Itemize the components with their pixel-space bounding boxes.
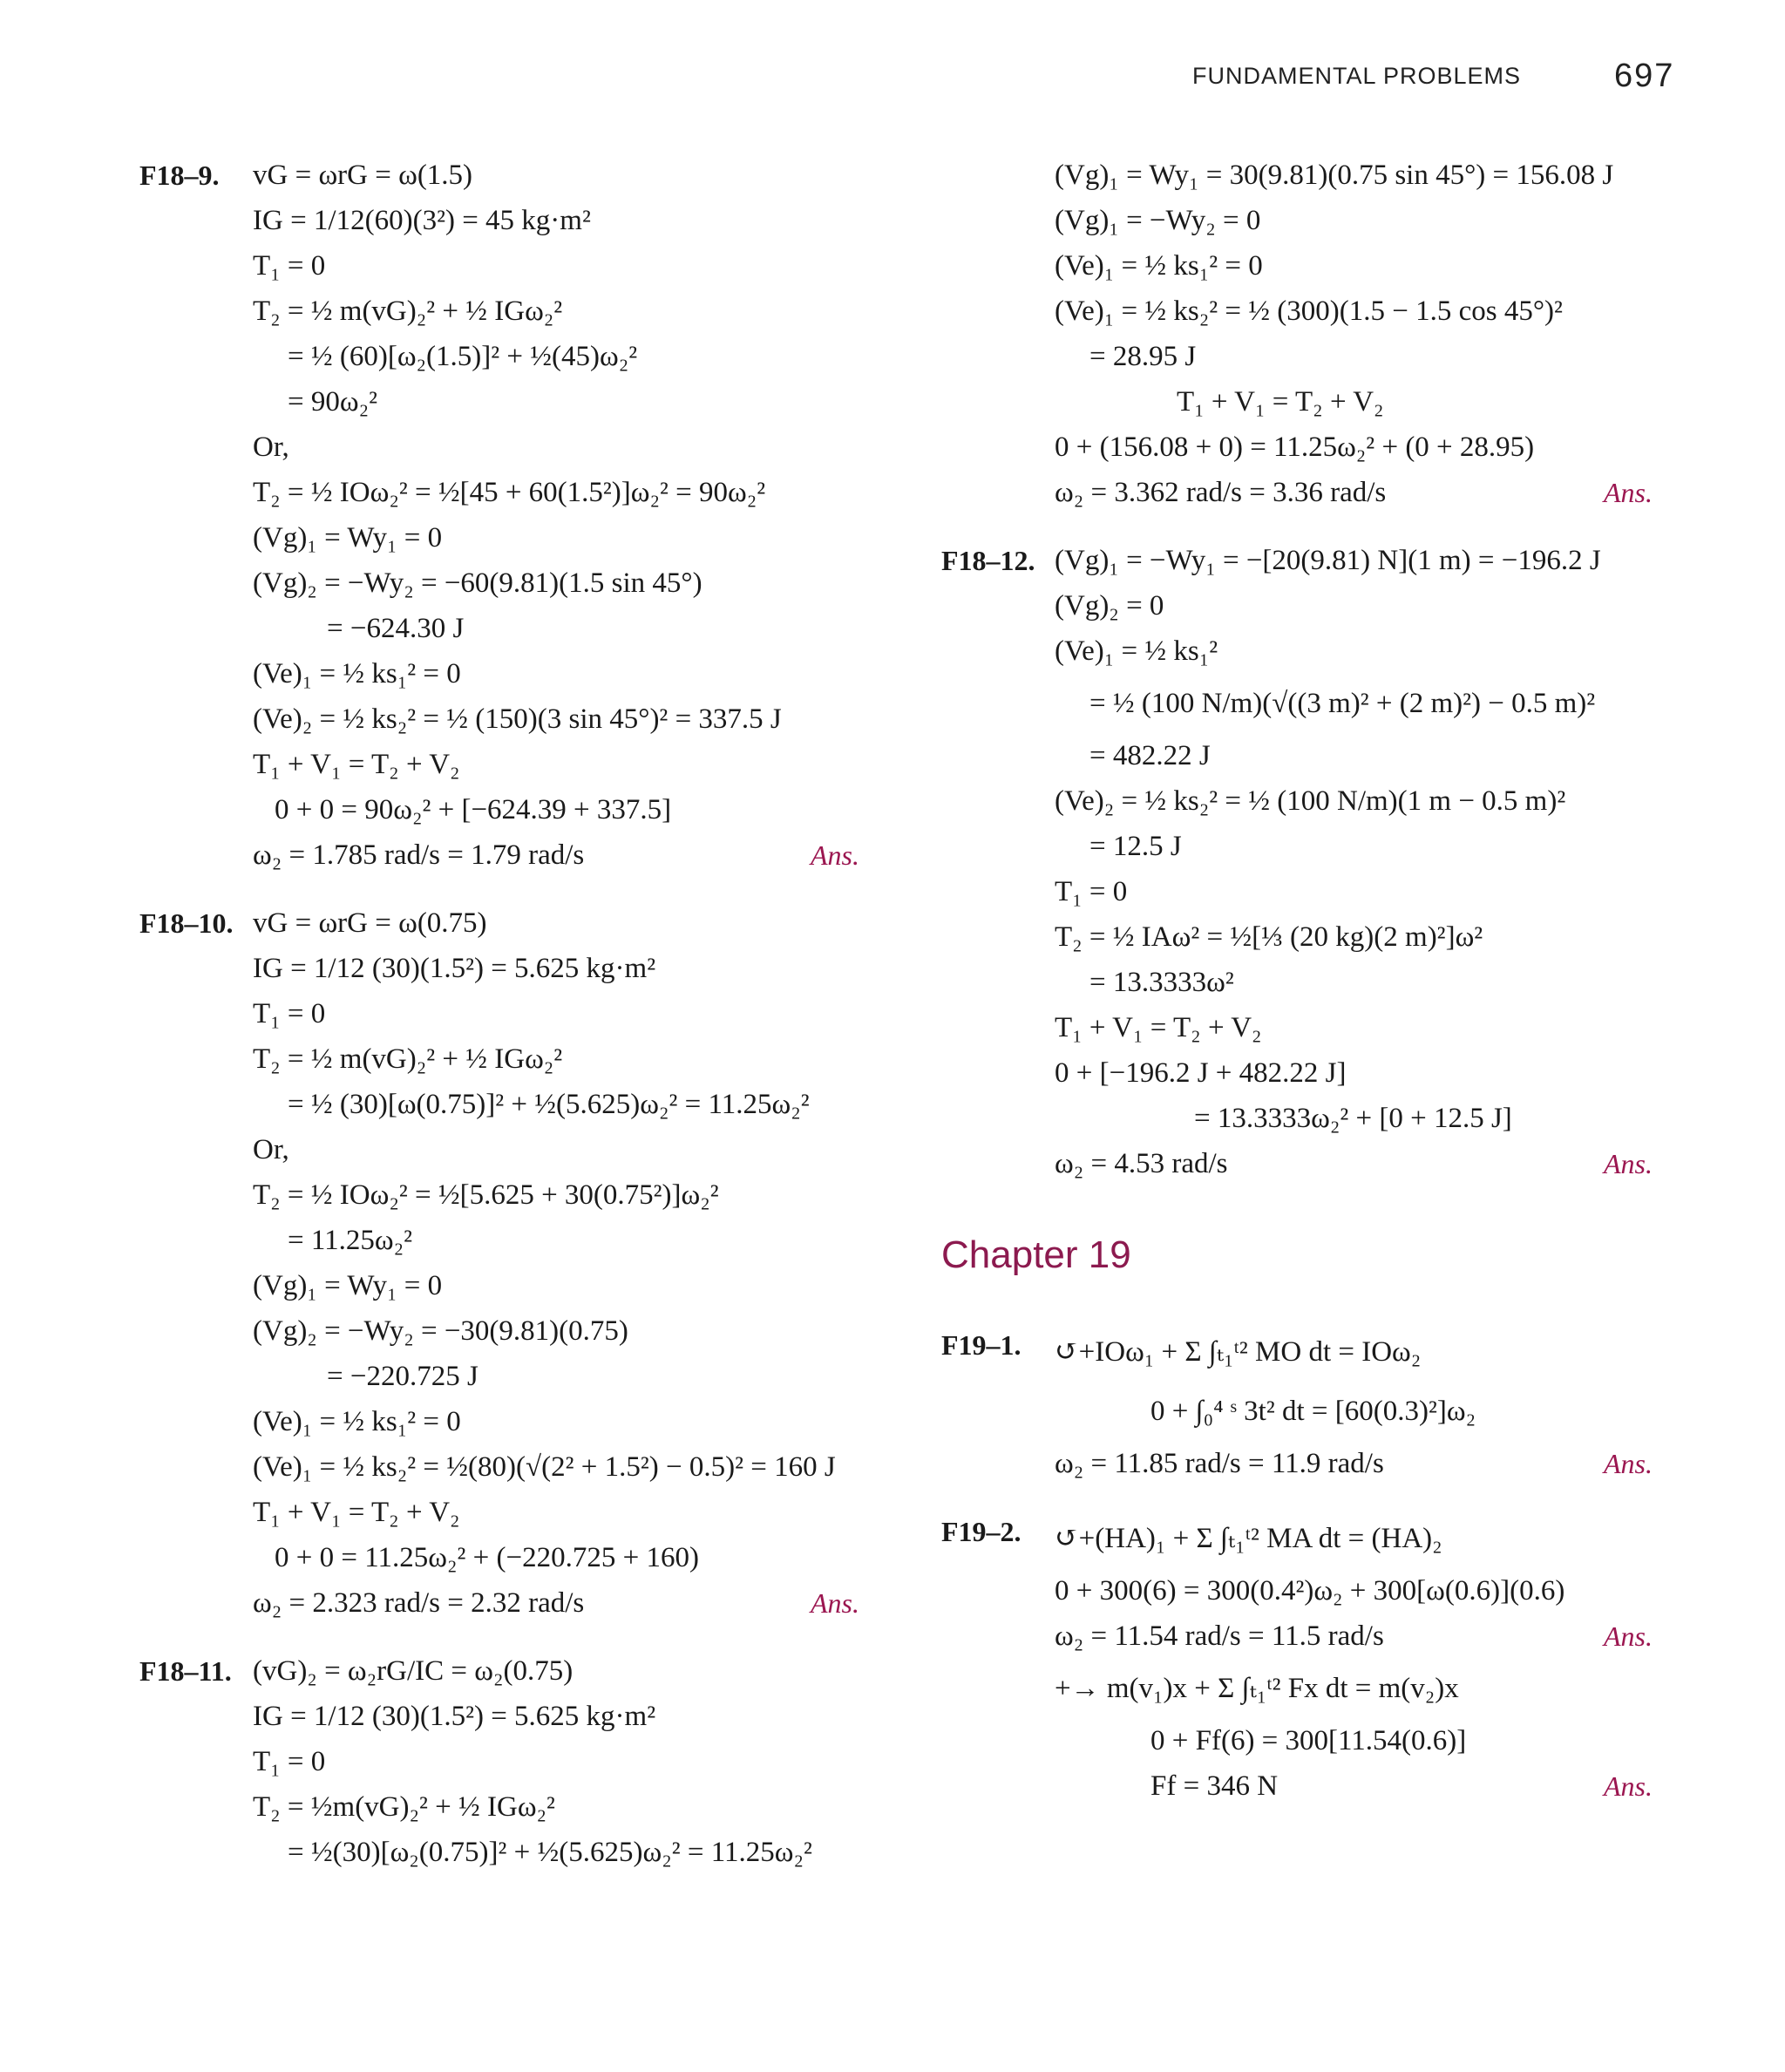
page-number: 697	[1614, 58, 1675, 94]
equation-line	[139, 696, 889, 742]
equation-line	[941, 914, 1673, 960]
answer-marker: Ans.	[1604, 1148, 1653, 1179]
equation-line	[139, 1648, 889, 1694]
equation-text: IG = 1/12(60)(3²) = 45 kg·m²	[253, 205, 591, 236]
answer-marker: Ans.	[1604, 1620, 1653, 1652]
equation-line	[941, 1322, 1673, 1382]
equation-line	[941, 1659, 1673, 1718]
equation-line	[941, 1718, 1673, 1763]
right-column	[941, 153, 1673, 1809]
equation-text: 0 + [−196.2 J + 482.22 J]	[1055, 1057, 1347, 1089]
equation-line	[941, 824, 1673, 869]
equation-line	[941, 243, 1673, 289]
equation-text: = 482.22 J	[1089, 740, 1211, 771]
problem-label: F18–9.	[139, 160, 220, 191]
equation-line	[139, 991, 889, 1036]
equation-line	[941, 869, 1673, 914]
equation-text: ω₂ = 11.85 rad/s = 11.9 rad/s	[1055, 1448, 1384, 1479]
equation-line	[941, 198, 1673, 243]
equation-text: (Vg)₂ = −Wy₂ = −30(9.81)(0.75)	[253, 1315, 628, 1347]
equation-text: T₂ = ½ IOω₂² = ½[5.625 + 30(0.75²)]ω₂²	[253, 1179, 719, 1211]
equation-line	[139, 560, 889, 606]
equation-text: IG = 1/12 (30)(1.5²) = 5.625 kg·m²	[253, 953, 656, 984]
equation-text: (Vg)₁ = Wy₁ = 30(9.81)(0.75 sin 45°) = 156.08 J	[1055, 160, 1614, 191]
equation-line	[941, 674, 1673, 733]
chapter-heading: Chapter 19	[941, 1233, 1131, 1276]
equation-text: = 13.3333ω₂² + [0 + 12.5 J]	[1194, 1103, 1512, 1134]
equation-line	[139, 515, 889, 560]
equation-line	[139, 1308, 889, 1354]
equation-text: T₁ + V₁ = T₂ + V₂	[1055, 1012, 1262, 1043]
equation-text: = 13.3333ω²	[1089, 967, 1234, 998]
equation-text: (Vg)₁ = −Wy₁ = −[20(9.81) N](1 m) = −196.2 J	[1055, 545, 1601, 576]
equation-text: Ff = 346 N	[1150, 1770, 1279, 1802]
equation-text: (Ve)₁ = ½ ks₁² = 0	[1055, 250, 1263, 282]
equation-text: = ½ (100 N/m)(√((3 m)² + (2 m)²) − 0.5 m)²	[1089, 688, 1596, 719]
equation-line	[139, 787, 889, 832]
equation-text: 0 + (156.08 + 0) = 11.25ω₂² + (0 + 28.95)	[1055, 431, 1535, 463]
equation-line	[941, 1613, 1673, 1659]
equation-line	[139, 1694, 889, 1739]
equation-line	[139, 1739, 889, 1784]
equation-text: = −624.30 J	[327, 613, 465, 644]
equation-text: T₂ = ½ m(vG)₂² + ½ IGω₂²	[253, 296, 563, 327]
running-header-title: FUNDAMENTAL PROBLEMS	[1192, 63, 1522, 89]
equation-line	[941, 960, 1673, 1005]
equation-text: +→ m(v₁)x + Σ ∫ₜ₁ᵗ² Fx dt = m(v₂)x	[1055, 1673, 1459, 1704]
equation-text: 0 + 0 = 90ω₂² + [−624.39 + 337.5]	[275, 794, 672, 825]
equation-text: T₁ + V₁ = T₂ + V₂	[253, 1497, 460, 1528]
answer-marker: Ans.	[811, 839, 859, 871]
problem-label: F19–1.	[941, 1329, 1021, 1361]
equation-text: (Vg)₁ = Wy₁ = 0	[253, 1270, 443, 1301]
equation-line	[139, 1399, 889, 1444]
equation-line	[139, 425, 889, 470]
equation-line	[139, 1830, 889, 1875]
equation-line	[139, 832, 889, 878]
equation-text: T₂ = ½ IOω₂² = ½[45 + 60(1.5²)]ω₂² = 90ω₂²	[253, 477, 766, 508]
problem-label: F18–10.	[139, 907, 234, 939]
equation-line	[941, 1382, 1673, 1441]
equation-text: T₂ = ½m(vG)₂² + ½ IGω₂²	[253, 1791, 555, 1823]
equation-line	[941, 1763, 1673, 1809]
equation-text: (Vg)₂ = −Wy₂ = −60(9.81)(1.5 sin 45°)	[253, 567, 702, 599]
problem-block	[139, 900, 889, 1626]
equation-line	[941, 1005, 1673, 1050]
answer-marker: Ans.	[811, 1587, 859, 1619]
equation-text: = 12.5 J	[1089, 831, 1182, 862]
equation-text: 0 + 300(6) = 300(0.4²)ω₂ + 300[ω(0.6)](0.6)	[1055, 1575, 1565, 1607]
equation-text: Or,	[253, 431, 289, 463]
equation-line	[139, 334, 889, 379]
equation-text: T₁ = 0	[253, 998, 326, 1029]
equation-text: T₂ = ½ IAω² = ½[⅓ (20 kg)(2 m)²]ω²	[1055, 921, 1483, 953]
problem-label: F18–12.	[941, 545, 1035, 576]
equation-text: ω₂ = 3.362 rad/s = 3.36 rad/s	[1055, 477, 1387, 508]
equation-list	[139, 900, 889, 1626]
equation-line	[941, 628, 1673, 674]
equation-line	[139, 900, 889, 946]
equation-line	[941, 778, 1673, 824]
equation-list	[139, 1648, 889, 1875]
equation-line	[941, 733, 1673, 778]
equation-text: (Vg)₁ = −Wy₂ = 0	[1055, 205, 1261, 236]
problem-block	[139, 1648, 889, 1875]
problem-label: F18–11.	[139, 1655, 232, 1687]
equation-line	[941, 1096, 1673, 1141]
equation-line	[139, 1172, 889, 1218]
equation-text: T₁ + V₁ = T₂ + V₂	[253, 749, 460, 780]
equation-line	[139, 946, 889, 991]
equation-line	[139, 289, 889, 334]
equation-text: (Ve)₂ = ½ ks₂² = ½ (150)(3 sin 45°)² = 337.5 J	[253, 703, 782, 735]
equation-text: 0 + 0 = 11.25ω₂² + (−220.725 + 160)	[275, 1542, 699, 1573]
equation-line	[941, 470, 1673, 515]
equation-text: vG = ωrG = ω(0.75)	[253, 907, 487, 939]
equation-text: T₁ = 0	[253, 1746, 326, 1777]
problem-block	[941, 153, 1673, 515]
equation-text: = ½ (30)[ω(0.75)]² + ½(5.625)ω₂² = 11.25ω₂²	[288, 1089, 810, 1120]
equation-line	[139, 1218, 889, 1263]
equation-line	[139, 1036, 889, 1082]
equation-line	[139, 1263, 889, 1308]
equation-text: T₂ = ½ m(vG)₂² + ½ IGω₂²	[253, 1043, 563, 1075]
left-column	[139, 153, 889, 1875]
problem-block	[941, 1509, 1673, 1809]
equation-line	[139, 198, 889, 243]
equation-text: T₁ + V₁ = T₂ + V₂	[1177, 386, 1384, 418]
equation-line	[139, 1784, 889, 1830]
answer-marker: Ans.	[1604, 1448, 1653, 1479]
equation-line	[941, 289, 1673, 334]
equation-text: (Ve)₁ = ½ ks₁²	[1055, 635, 1218, 667]
equation-list	[941, 153, 1673, 515]
equation-line	[941, 334, 1673, 379]
equation-text: ω₂ = 4.53 rad/s	[1055, 1148, 1228, 1179]
equation-line	[139, 1082, 889, 1127]
equation-text: = ½(30)[ω₂(0.75)]² + ½(5.625)ω₂² = 11.25ω₂²	[288, 1837, 812, 1868]
problem-label: F19–2.	[941, 1516, 1021, 1547]
equation-line	[941, 1441, 1673, 1486]
equation-line	[139, 606, 889, 651]
equation-line	[139, 1354, 889, 1399]
equation-text: T₁ = 0	[1055, 876, 1128, 907]
equation-line	[941, 1050, 1673, 1096]
equation-text: 0 + Ff(6) = 300[11.54(0.6)]	[1150, 1725, 1467, 1756]
equation-line	[139, 1535, 889, 1580]
equation-text: 0 + ∫₀⁴ ˢ 3t² dt = [60(0.3)²]ω₂	[1150, 1396, 1476, 1427]
equation-line	[941, 1509, 1673, 1568]
equation-list	[139, 153, 889, 878]
equation-text: (Ve)₁ = ½ ks₁² = 0	[253, 658, 461, 690]
answer-marker: Ans.	[1604, 1770, 1653, 1802]
equation-text: ↺+IOω₁ + Σ ∫ₜ₁ᵗ² MO dt = IOω₂	[1055, 1336, 1422, 1368]
equation-line	[941, 153, 1673, 198]
equation-text: = 11.25ω₂²	[288, 1225, 413, 1256]
equation-text: IG = 1/12 (30)(1.5²) = 5.625 kg·m²	[253, 1701, 656, 1732]
equation-text: Or,	[253, 1134, 289, 1165]
equation-line	[139, 1490, 889, 1535]
equation-list	[941, 1322, 1673, 1486]
equation-text: = −220.725 J	[327, 1361, 478, 1392]
equation-text: = 90ω₂²	[288, 386, 377, 418]
problem-block	[941, 1322, 1673, 1486]
equation-line	[941, 1141, 1673, 1186]
equation-line	[139, 379, 889, 425]
equation-line	[941, 1568, 1673, 1613]
equation-line	[941, 425, 1673, 470]
equation-text: (Vg)₂ = 0	[1055, 590, 1164, 622]
equation-line	[139, 651, 889, 696]
equation-text: (vG)₂ = ω₂rG/IC = ω₂(0.75)	[253, 1655, 574, 1687]
equation-text: ω₂ = 11.54 rad/s = 11.5 rad/s	[1055, 1620, 1384, 1652]
equation-text: (Ve)₁ = ½ ks₂² = ½ (300)(1.5 − 1.5 cos 45°)²	[1055, 296, 1563, 327]
equation-text: ↺+(HA)₁ + Σ ∫ₜ₁ᵗ² MA dt = (HA)₂	[1055, 1523, 1442, 1554]
equation-line	[139, 1444, 889, 1490]
equation-list	[941, 538, 1673, 1186]
equation-text: ω₂ = 1.785 rad/s = 1.79 rad/s	[253, 839, 585, 871]
equation-text: (Ve)₂ = ½ ks₂² = ½ (100 N/m)(1 m − 0.5 m)²	[1055, 785, 1566, 817]
equation-line	[139, 1127, 889, 1172]
equation-text: T₁ = 0	[253, 250, 326, 282]
equation-line	[139, 153, 889, 198]
equation-list	[941, 1509, 1673, 1809]
equation-line	[941, 538, 1673, 583]
equation-line	[139, 470, 889, 515]
answer-marker: Ans.	[1604, 477, 1653, 508]
equation-text: = ½ (60)[ω₂(1.5)]² + ½(45)ω₂²	[288, 341, 638, 372]
equation-line	[139, 742, 889, 787]
problem-block	[139, 153, 889, 878]
equation-text: (Vg)₁ = Wy₁ = 0	[253, 522, 443, 554]
equation-line	[139, 1580, 889, 1626]
equation-text: (Ve)₁ = ½ ks₁² = 0	[253, 1406, 461, 1437]
equation-text: (Ve)₁ = ½ ks₂² = ½(80)(√(2² + 1.5²) − 0.5)² = 160 J	[253, 1451, 836, 1483]
equation-line	[941, 379, 1673, 425]
equation-line	[139, 243, 889, 289]
equation-text: ω₂ = 2.323 rad/s = 2.32 rad/s	[253, 1587, 585, 1619]
equation-line	[941, 583, 1673, 628]
problem-block	[941, 538, 1673, 1186]
equation-text: = 28.95 J	[1089, 341, 1197, 372]
equation-text: vG = ωrG = ω(1.5)	[253, 160, 473, 191]
